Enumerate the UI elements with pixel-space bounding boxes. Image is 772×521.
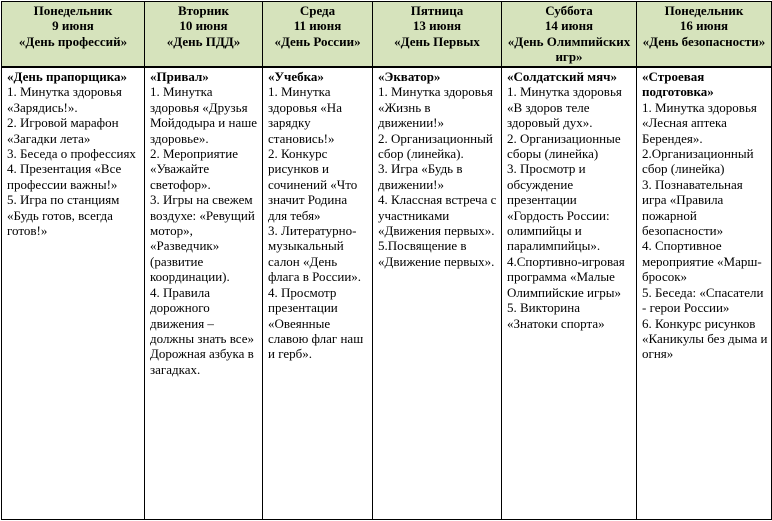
day-name: Вторник [177, 3, 230, 18]
day-name: Среда [299, 3, 336, 18]
activity-item: 5. Викторина «Знатоки спорта» [507, 300, 605, 331]
header-row [2, 2, 772, 68]
day-theme: «Экватор» [378, 69, 441, 84]
day-theme: «Солдатский мяч» [507, 69, 618, 84]
activity-item: 5. Беседа: «Спасатели - герои России» [642, 284, 764, 316]
day-title: «День ПДД» [166, 33, 241, 49]
day-date: 11 июня [293, 18, 342, 34]
day-name: Понедельник [664, 3, 744, 18]
activity-item: 4. Классная встреча с участниками «Движения первых». [378, 192, 497, 239]
activity-item: 2. Мероприятие «Уважайте светофор». [150, 146, 238, 192]
day-theme: «День прапорщика» [7, 69, 128, 84]
activities-row [2, 67, 772, 520]
day-date: 14 июня [544, 18, 594, 34]
day-date: 13 июня [412, 18, 462, 34]
day-title: «День профессий» [18, 33, 128, 49]
activity-item: 2. Конкурс рисунков и сочинений «Что значит Родина для тебя» [268, 146, 358, 223]
activity-item: 4. Просмотр презентации «Овеянные славою флаг наш и герб». [268, 284, 364, 362]
activity-item: 2. Игровой марафон «Загадки лета» [7, 115, 119, 146]
day-date: 16 июня [679, 18, 729, 34]
day-name: Пятница [410, 3, 464, 18]
activity-item: 1. Минутка здоровья «На зарядку становись!» [268, 84, 342, 146]
activity-item: 1. Минутка здоровья «В здоров теле здоровый дух». [507, 84, 622, 131]
day-date: 10 июня [179, 18, 228, 34]
day-activities-1 [2, 67, 145, 520]
day-activities-5 [502, 67, 637, 520]
day-title: «День Первых [394, 33, 480, 49]
day-date: 9 июня [52, 18, 94, 34]
day-header-1 [2, 2, 145, 68]
activity-item: 4.Спортивно-игровая программа «Малые Олимпийские игры» [507, 253, 625, 300]
activity-item: 1. Минутка здоровья «Жизнь в движении!» [378, 84, 493, 131]
activity-item: 3. Беседа о профессиях [7, 146, 136, 162]
activity-item: 1. Минутка здоровья «Лесная аптека Берендея». [642, 99, 757, 146]
day-activities-6 [637, 67, 772, 520]
day-theme: «Строевая подготовка» [642, 69, 714, 100]
activity-item: 3. Познавательная игра «Правила пожарной безопасности» [642, 176, 743, 239]
activity-item: 5.Посвящение в «Движение первых». [378, 238, 495, 269]
activity-item: 4. Презентация «Все профессии важны!» [7, 161, 122, 192]
day-activities-4 [373, 67, 502, 520]
activity-item: 3. Просмотр и обсуждение презентации «Гордость России: олимпийцы и паралимпийцы». [507, 161, 610, 254]
day-header-5 [502, 2, 637, 68]
activity-item: 6. Конкурс рисунков «Каникулы без дыма и огня» [642, 315, 768, 362]
day-header-2 [145, 2, 263, 68]
activity-item: 3. Игра «Будь в движении!» [378, 161, 463, 192]
activity-item: 5. Игра по станциям «Будь готов, всегда готов!» [7, 192, 120, 239]
activity-item: 2.Организационный сбор (линейка) [642, 146, 754, 177]
day-activities-2 [145, 67, 263, 520]
day-header-4 [373, 2, 502, 68]
activity-item: 4. Спортивное мероприятие «Марш-бросок» [642, 238, 762, 285]
schedule-table [1, 1, 772, 520]
activity-item: 1. Минутка здоровья «Зарядись!». [7, 84, 122, 115]
day-name: Суббота [545, 3, 593, 18]
day-activities-3 [263, 67, 373, 520]
day-title: «День Олимпийских игр» [507, 33, 631, 65]
activity-item: 4. Правила дорожного движения – должны знать все» Дорожная азбука в загадках. [150, 284, 254, 377]
day-theme: «Привал» [150, 69, 209, 84]
day-header-3 [263, 2, 373, 68]
day-title: «День России» [274, 33, 361, 49]
day-theme: «Учебка» [268, 69, 324, 84]
activity-item: 2. Организационные сборы (линейка) [507, 130, 621, 162]
activity-item: 2. Организационный сбор (линейка). [378, 130, 493, 162]
activity-item: 3. Литературно-музыкальный салон «День флага в России». [268, 223, 362, 285]
activity-item: 3. Игры на свежем воздухе: «Ревущий мотор», «Разведчик» (развитие координации). [150, 192, 255, 285]
activity-item: 1. Минутка здоровья «Друзья Мойдодыра и наше здоровье». [150, 84, 258, 146]
day-header-6 [637, 2, 772, 68]
day-name: Понедельник [33, 3, 113, 18]
day-title: «День безопасности» [642, 33, 766, 49]
